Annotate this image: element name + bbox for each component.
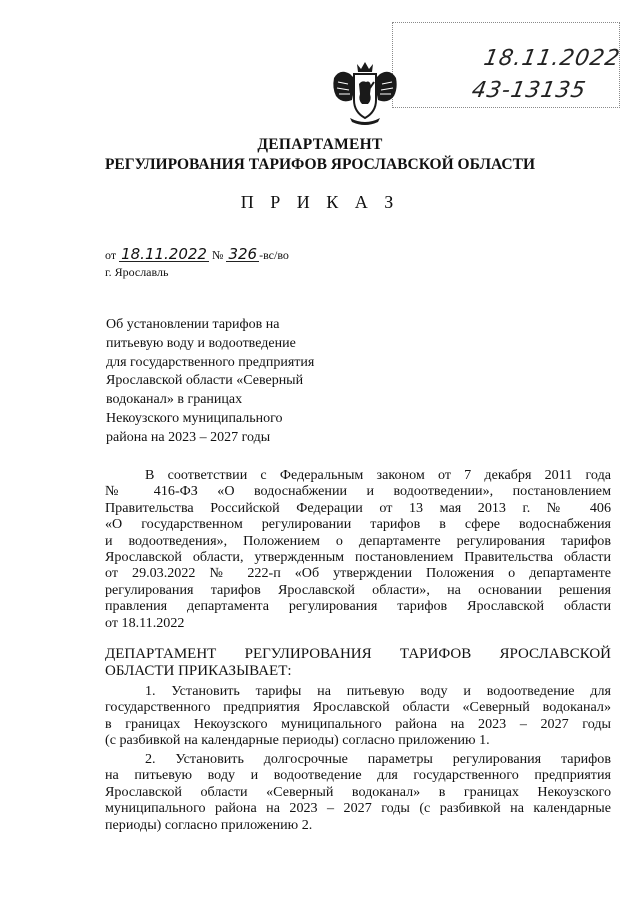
number-suffix: -вс/во bbox=[259, 248, 289, 262]
order-item-1 bbox=[105, 683, 611, 749]
stamp-date: 18.11.2022 bbox=[481, 46, 623, 71]
subject-line: Об установлении тарифов на bbox=[106, 317, 280, 332]
subject-line: для государственного предприятия bbox=[106, 354, 315, 370]
text-line: В соответствии с Федеральным законом от 7 декабря 2011 года bbox=[145, 467, 611, 483]
subject-line: водоканал» в границах bbox=[106, 392, 243, 408]
text-line: периоды) согласно приложению 2. bbox=[105, 816, 313, 833]
document-type-title: П Р И К А З bbox=[240, 192, 400, 212]
text-line: и водоотведения», Положением о департаменте регулирования тарифов bbox=[105, 532, 611, 549]
stamp-number: 43-13135 bbox=[469, 78, 589, 103]
text-line: 2. Установить долгосрочные параметры регулирования тарифов bbox=[145, 751, 611, 767]
preamble-paragraph bbox=[105, 467, 611, 631]
text-line: ДЕПАРТАМЕНТ РЕГУЛИРОВАНИЯ ТАРИФОВ ЯРОСЛАВСКОЙ bbox=[105, 646, 611, 662]
text-line: от 29.03.2022 № 222-п «Об утверждении Положения о департаменте bbox=[105, 565, 611, 582]
text-line: муниципального района на 2023 – 2027 годы (с разбивкой на календарные bbox=[105, 800, 611, 817]
text-line: регулирования тарифов Ярославской области», на основании решения bbox=[105, 581, 611, 598]
subject-line: Некоузского муниципального bbox=[106, 410, 283, 426]
text-line: Ярославской области, утвержденным постановлением Правительства области bbox=[105, 549, 611, 566]
order-statement bbox=[105, 646, 611, 680]
coat-of-arms-emblem bbox=[330, 60, 400, 126]
text-line: Правительства Российской Федерации от 13 мая 2013 г. № 406 bbox=[105, 499, 611, 516]
subject-line: Ярославской области «Северный bbox=[106, 373, 304, 389]
order-date-handwritten: 18.11.2022 bbox=[121, 245, 207, 263]
text-line: 1. Установить тарифы на питьевую воду и водоотведение для bbox=[145, 683, 611, 699]
text-line: в границах Некоузского муниципального района на 2023 – 2027 годы bbox=[105, 715, 611, 732]
text-line: № 416-ФЗ «О водоснабжении и водоотведении», постановлением bbox=[105, 483, 611, 500]
text-line: правления департамента регулирования тарифов Ярославской области bbox=[105, 598, 611, 615]
order-subject bbox=[106, 316, 356, 448]
text-line: на питьевую воду и водоотведение для государственного предприятия bbox=[105, 767, 611, 784]
order-date-line bbox=[105, 247, 289, 263]
order-item-2 bbox=[105, 751, 611, 833]
text-line: ОБЛАСТИ ПРИКАЗЫВАЕТ: bbox=[105, 663, 292, 679]
text-line: (с разбивкой на календарные периоды) согласно приложению 1. bbox=[105, 732, 490, 749]
department-title-line2: РЕГУЛИРОВАНИЯ ТАРИФОВ ЯРОСЛАВСКОЙ ОБЛАСТИ bbox=[104, 156, 536, 173]
subject-line: питьевую воду и водоотведение bbox=[106, 335, 296, 351]
date-prefix: от bbox=[105, 248, 117, 262]
city-line: г. Ярославль bbox=[105, 265, 169, 279]
order-number-handwritten: 326 bbox=[228, 245, 258, 263]
text-line: государственного предприятия Ярославской области «Северный водоканал» bbox=[105, 699, 611, 716]
text-line: Ярославской области «Северный водоканал» в границах Некоузского bbox=[105, 783, 611, 800]
subject-line: района на 2023 – 2027 годы bbox=[106, 429, 271, 445]
department-title-line1: ДЕПАРТАМЕНТ bbox=[257, 136, 383, 153]
number-label: № bbox=[211, 248, 224, 262]
text-line: «О государственном регулировании тарифов в сфере водоснабжения bbox=[105, 516, 611, 533]
text-line: от 18.11.2022 bbox=[105, 614, 185, 631]
registration-stamp bbox=[392, 22, 623, 108]
